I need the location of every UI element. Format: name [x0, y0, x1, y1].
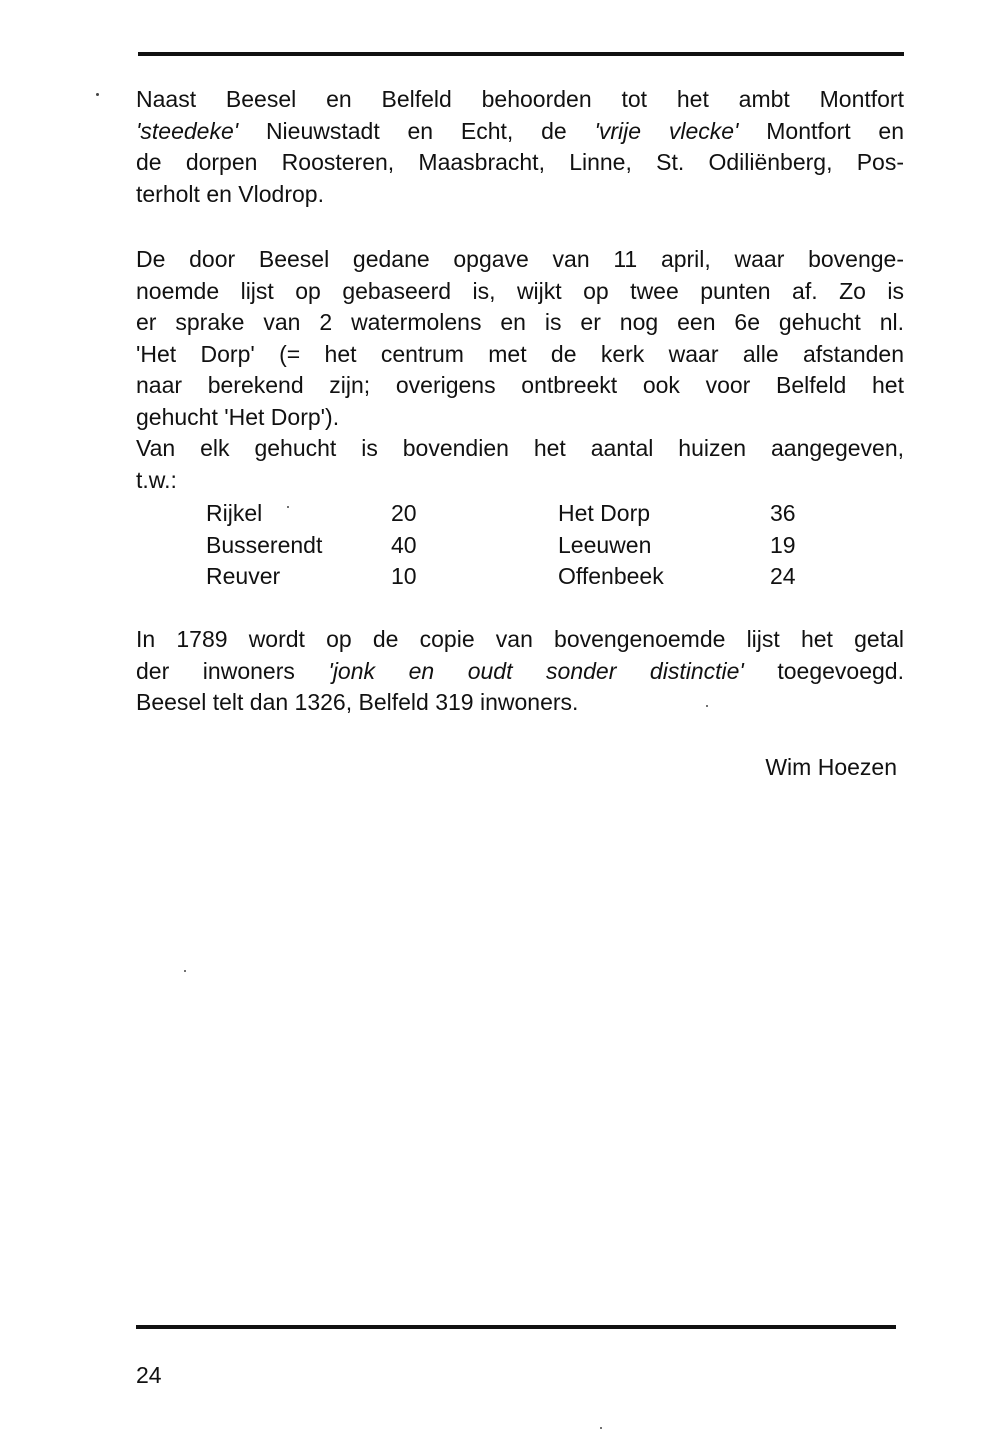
scan-speck — [600, 1427, 602, 1429]
text-line: Naast Beesel en Belfeld behoorden tot het ambt Montfort — [136, 86, 904, 112]
text-line: noemde lijst op gebaseerd is, wijkt op twee punten af. Zo is — [136, 277, 904, 304]
text-line — [136, 656, 904, 688]
house-count: 20 — [391, 500, 417, 526]
hamlet-name: Reuver — [206, 563, 281, 589]
author-signature: Wim Hoezen — [765, 754, 897, 780]
page-number: 24 — [136, 1362, 162, 1388]
text-line: er sprake van 2 watermolens en is er nog een 6e gehucht nl. — [136, 309, 904, 335]
bottom-rule — [136, 1325, 896, 1329]
paragraph-inwoners — [136, 624, 904, 719]
scan-speck — [287, 506, 289, 508]
table-row — [206, 561, 826, 593]
italic-term: 'vrije vlecke' — [594, 117, 739, 144]
hamlet-name: Rijkel — [206, 500, 263, 526]
hamlet-house-table — [206, 498, 826, 593]
italic-term: 'steedeke' — [136, 117, 239, 144]
hamlet-name: Leeuwen — [558, 531, 652, 558]
table-row — [206, 498, 826, 530]
text-fragment: Nieuwstadt en Echt, de — [238, 117, 595, 144]
text-line: de dorpen Roosteren, Maasbracht, Linne, St. Odiliënberg, Pos- — [136, 149, 904, 175]
table-row — [206, 530, 826, 562]
paragraph-ambt-montfort — [136, 84, 904, 210]
text-line — [136, 116, 904, 148]
scan-speck — [706, 705, 708, 707]
text-fragment: toegevoegd. — [743, 657, 904, 684]
house-count: 19 — [770, 531, 796, 558]
house-count: 36 — [770, 500, 796, 526]
top-rule — [138, 52, 904, 56]
house-count: 24 — [770, 563, 796, 589]
scan-speck — [184, 970, 186, 972]
text-line: 'Het Dorp' (= het centrum met de kerk waar alle afstanden — [136, 340, 904, 367]
text-line: t.w.: — [136, 466, 177, 493]
text-line: gehucht 'Het Dorp'). — [136, 403, 340, 430]
scan-speck — [96, 93, 99, 96]
text-line: De door Beesel gedane opgave van 11 april, waar bovenge- — [136, 246, 904, 272]
text-line: Van elk gehucht is bovendien het aantal huizen aangegeven, — [136, 435, 904, 461]
hamlet-name: Het Dorp — [558, 500, 651, 526]
text-line: Beesel telt dan 1326, Belfeld 319 inwoners. — [136, 689, 579, 715]
hamlet-name: Busserendt — [206, 531, 323, 558]
text-line: naar berekend zijn; overigens ontbreekt ook voor Belfeld het — [136, 372, 904, 398]
text-fragment: der inwoners — [136, 657, 329, 684]
house-count: 40 — [391, 531, 417, 558]
text-line: terholt en Vlodrop. — [136, 180, 324, 207]
text-fragment: Montfort en — [738, 117, 904, 144]
text-line: In 1789 wordt op de copie van bovengenoemde lijst het getal — [136, 626, 904, 652]
italic-quote: 'jonk en oudt sonder distinctie' — [328, 657, 744, 684]
house-count: 10 — [391, 563, 417, 589]
hamlet-name: Offenbeek — [558, 563, 664, 589]
paragraph-opgave — [136, 244, 904, 496]
